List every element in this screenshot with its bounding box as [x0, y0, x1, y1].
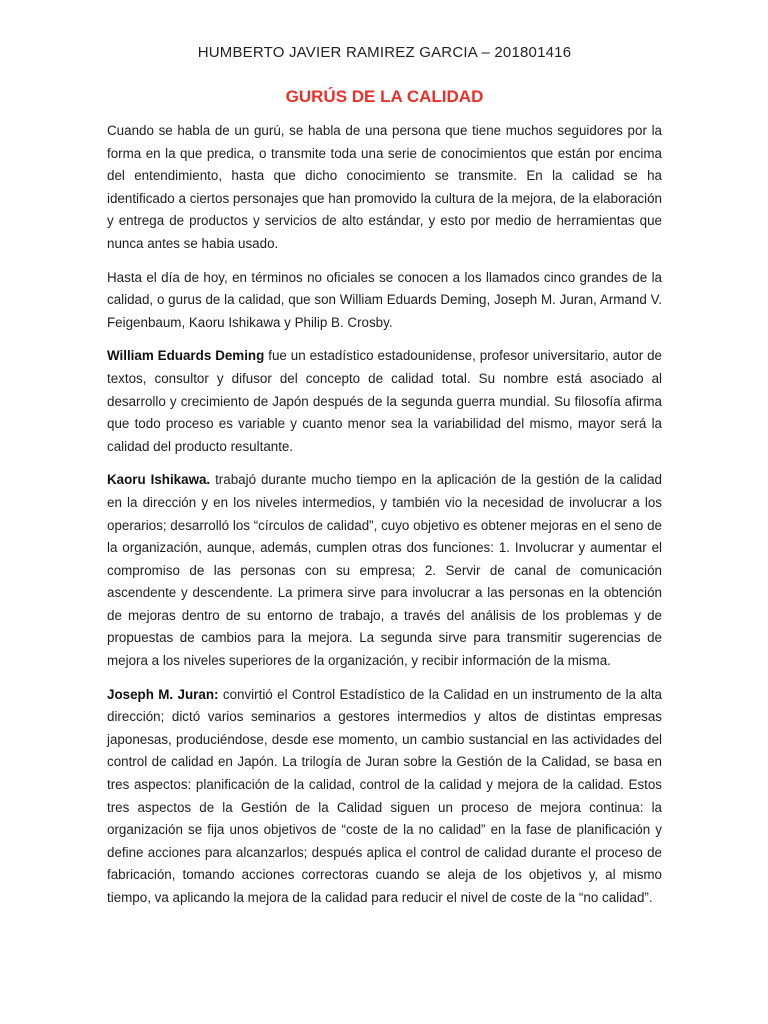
paragraph-text: convirtió el Control Estadístico de la Calidad en un instrumento de la alta dirección; dictó varios seminarios a gestores intermedios y altos de distintas empresas japonesas, produciéndose, desde ese momento, un cambio sustancial en las actividades del control de calidad en Japón. La trilogía de Juran sobre la Gestión de la Calidad, se basa en tres aspectos: planificación de la calidad, control de la calidad y mejora de la calidad. Estos tres aspectos de la Gestión de la Calidad siguen un proceso de mejora continua: la organización se fija unos objetivos de “coste de la no calidad” en la fase de planificación y define acciones para alcanzarlos; después aplica el control de calidad durante el proceso de fabricación, tomando acciones correctoras cuando se aleja de los objetivos y, al mismo tiempo, va aplicando la mejora de la calidad para reducir el nivel de coste de la “no calidad”.: [107, 686, 662, 905]
paragraph-lead-juran: Joseph M. Juran:: [107, 686, 219, 702]
paragraph-ishikawa: [107, 469, 662, 672]
paragraph-lead-deming: William Eduards Deming: [107, 348, 265, 364]
paragraph-text: Cuando se habla de un gurú, se habla de una persona que tiene muchos seguidores por la forma en la que predica, o transmite toda una serie de conocimientos que están por encima del entendimiento, hasta que dicho conocimiento se transmite. En la calidad se ha identificado a ciertos personajes que han promovido la cultura de la mejora, de la elaboración y entrega de productos y servicios de alto estándar, y esto por medio de herramientas que nunca antes se habia usado.: [107, 123, 662, 251]
paragraph-juran: [107, 684, 662, 910]
paragraph-five-gurus: [107, 267, 662, 335]
author-line: HUMBERTO JAVIER RAMIREZ GARCIA – 201801416: [197, 44, 572, 61]
paragraph-text: fue un estadístico estadounidense, profesor universitario, autor de textos, consultor y difusor del concepto de calidad total. Su nombre está asociado al desarrollo y crecimiento de Japón después de la segunda guerra mundial. Su filosofía afirma que todo proceso es variable y cuanto menor sea la variabilidad del mismo, mayor será la calidad del producto resultante.: [107, 348, 662, 454]
paragraph-text: Hasta el día de hoy, en términos no oficiales se conocen a los llamados cinco grandes de la calidad, o gurus de la calidad, que son William Eduards Deming, Joseph M. Juran, Armand V. Feigenbaum, Kaoru Ishikawa y Philip B. Crosby.: [107, 269, 662, 330]
paragraph-text: trabajó durante mucho tiempo en la aplicación de la gestión de la calidad en la dirección y en los niveles intermedios, y también vio la necesidad de involucrar a los operarios; desarrolló los “círculos de calidad”, cuyo objetivo es obtener mejoras en el seno de la organización, aunque, además, cumplen otras dos funciones: 1. Involucrar y aumentar el compromiso de las personas con su empresa; 2. Servir de canal de comunicación ascendente y descendente. La primera sirve para involucrar a las personas en la obtención de mejoras dentro de su entorno de trabajo, a través del análisis de los problemas y de propuestas de cambios para la mejora. La segunda sirve para transmitir sugerencias de mejora a los niveles superiores de la organización, y recibir información de la misma.: [107, 472, 662, 669]
paragraph-intro: [107, 120, 662, 256]
paragraph-lead-ishikawa: Kaoru Ishikawa.: [107, 472, 211, 488]
paragraph-deming: [107, 345, 662, 458]
document-title: GURÚS DE LA CALIDAD: [285, 87, 484, 106]
